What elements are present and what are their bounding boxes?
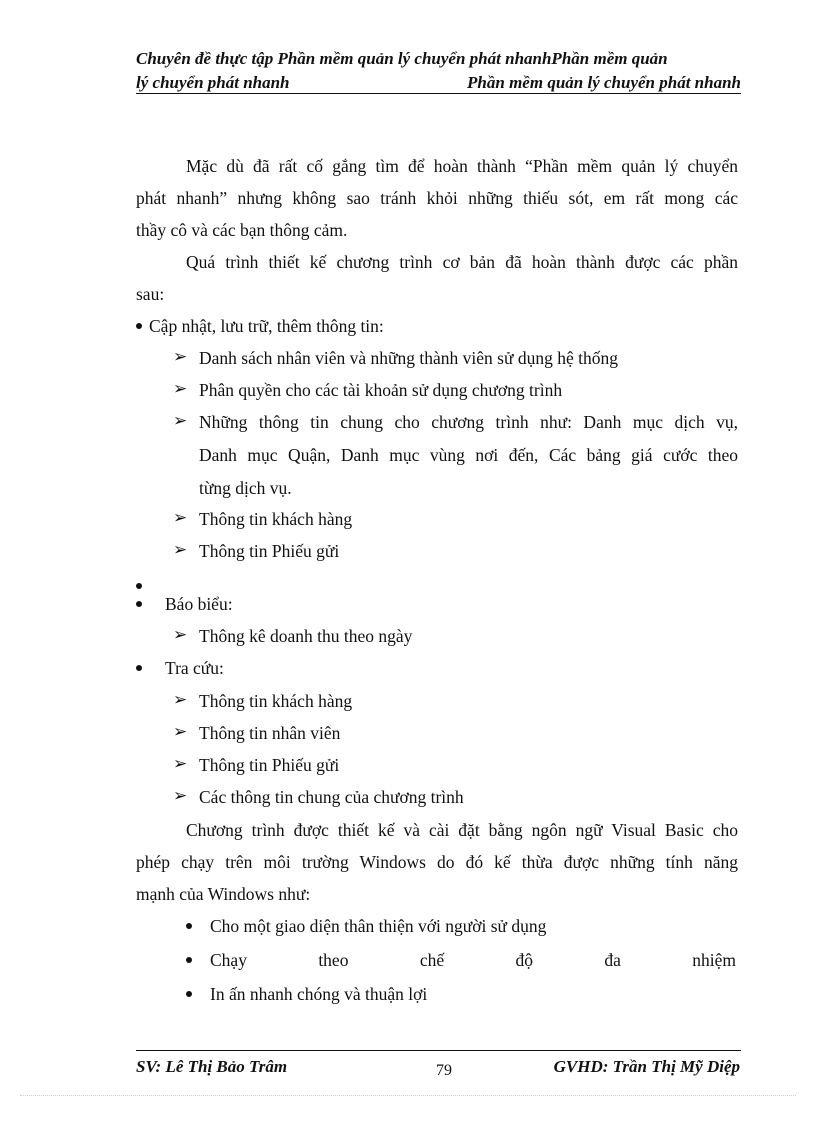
section1-item-5: Thông tin Phiếu gửi (199, 541, 340, 561)
para3-line-2: phép chạy trên môi trường Windows do đó kế thừa được những tính năng (136, 852, 738, 872)
arrow-bullet-icon: ➢ (173, 786, 188, 805)
para1-line-2: phát nhanh” nhưng không sao tránh khỏi những thiếu sót, em rất mong các (136, 188, 738, 208)
bullet-icon (186, 923, 192, 929)
arrow-bullet-icon: ➢ (173, 754, 188, 773)
bullet-icon (136, 601, 142, 607)
section3-title: Tra cứu: (165, 658, 224, 678)
section3-item-1: Thông tin khách hàng (199, 691, 353, 711)
section2-item-1: Thông kê doanh thu theo ngày (199, 626, 413, 646)
header-rule (136, 93, 741, 94)
section1-item-3-line-3: từng dịch vụ. (199, 478, 292, 498)
header-line-2-right: Phần mềm quản lý chuyển phát nhanh (467, 73, 741, 92)
para3-line-1: Chương trình được thiết kế và cài đặt bằng ngôn ngữ Visual Basic cho (186, 820, 738, 840)
bullet-icon (186, 991, 192, 997)
page-number: 79 (436, 1062, 452, 1079)
footer-advisor: GVHD: Trần Thị Mỹ Diệp (553, 1057, 740, 1076)
para2-line-1: Quá trình thiết kế chương trình cơ bản đã hoàn thành được các phần (186, 252, 738, 272)
footer-student: SV: Lê Thị Bảo Trâm (136, 1057, 288, 1076)
section1-item-3-line-2: Danh mục Quận, Danh mục vùng nơi đến, Các bảng giá cước theo (199, 445, 738, 465)
section1-item-2: Phân quyền cho các tài khoản sử dụng chương trình (199, 380, 563, 400)
empty-bullet-icon (136, 583, 142, 589)
section1-item-4: Thông tin khách hàng (199, 509, 353, 529)
arrow-bullet-icon: ➢ (173, 347, 188, 366)
arrow-bullet-icon: ➢ (173, 540, 188, 559)
section1-item-1: Danh sách nhân viên và những thành viên sử dụng hệ thống (199, 348, 618, 368)
para1-line-3: thầy cô và các bạn thông cảm. (136, 220, 348, 240)
section3-item-3: Thông tin Phiếu gửi (199, 755, 340, 775)
header-line-2-left: lý chuyển phát nhanh (136, 73, 290, 92)
para1-line-1: Mặc dù đã rất cố gắng tìm để hoàn thành “Phần mềm quản lý chuyển (186, 156, 738, 176)
section3-item-4: Các thông tin chung của chương trình (199, 787, 464, 807)
arrow-bullet-icon: ➢ (173, 508, 188, 527)
bullet-icon (136, 665, 142, 671)
section1-item-3-line-1: Những thông tin chung cho chương trình như: Danh mục dịch vụ, (199, 412, 738, 432)
feature-item-1: Cho một giao diện thân thiện với người sử dụng (210, 916, 547, 936)
arrow-bullet-icon: ➢ (173, 625, 188, 644)
arrow-bullet-icon: ➢ (173, 690, 188, 709)
arrow-bullet-icon: ➢ (173, 379, 188, 398)
section3-item-2: Thông tin nhân viên (199, 723, 341, 743)
page-bottom-dotted-line (20, 1095, 796, 1096)
bullet-icon (186, 957, 192, 963)
footer-rule (136, 1050, 741, 1051)
header-line-1: Chuyên đề thực tập Phần mềm quản lý chuyển phát nhanhPhần mềm quản (136, 49, 668, 68)
bullet-icon (136, 323, 142, 329)
para3-line-3: mạnh của Windows như: (136, 884, 311, 904)
para2-line-2: sau: (136, 284, 165, 304)
section1-title: Cập nhật, lưu trữ, thêm thông tin: (149, 316, 384, 336)
feature-item-2: Chạy theo chế độ đa nhiệm (210, 950, 736, 970)
feature-item-3: In ấn nhanh chóng và thuận lợi (210, 984, 428, 1004)
section2-title: Báo biểu: (165, 594, 233, 614)
arrow-bullet-icon: ➢ (173, 722, 188, 741)
arrow-bullet-icon: ➢ (173, 411, 188, 430)
